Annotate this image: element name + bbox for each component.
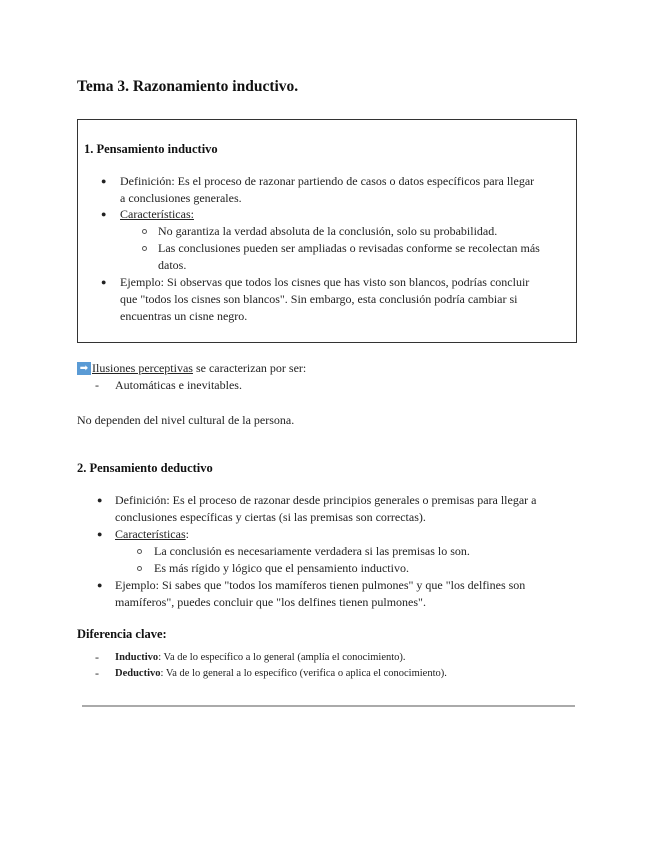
ilusiones-note: No dependen del nivel cultural de la persona. <box>77 413 295 427</box>
deductive-definition-line-2: conclusiones específicas y ciertas (si las premisas son correctas). <box>115 510 426 524</box>
inductive-example-line-2: que "todos los cisnes son blancos". Sin embargo, esta conclusión podría cambiar si <box>120 292 518 306</box>
circle-bullet-icon <box>142 229 147 234</box>
dash-marker: - <box>95 666 99 680</box>
circle-bullet-icon <box>137 549 142 554</box>
inductive-example-line-3: encuentras un cisne negro. <box>120 309 248 323</box>
dash-marker: - <box>95 378 99 392</box>
circle-bullet-icon <box>137 566 142 571</box>
page-title: Tema 3. Razonamiento inductivo. <box>77 78 299 95</box>
deductive-definition-line-1: Definición: Es el proceso de razonar desde principios generales o premisas para llegar a <box>115 493 537 507</box>
difference-item-deductive: Deductivo: Va de lo general a lo específico (verifica o aplica el conocimiento). <box>115 668 447 679</box>
bullet-icon: ● <box>101 176 107 186</box>
circle-bullet-icon <box>142 246 147 251</box>
difference-heading: Diferencia clave: <box>77 627 167 641</box>
inductive-box <box>77 119 577 343</box>
inductive-definition-line-1: Definición: Es el proceso de razonar partiendo de casos o datos específicos para llegar <box>120 174 535 188</box>
bullet-icon: ● <box>97 495 103 505</box>
dash-marker: - <box>95 650 99 664</box>
arrow-right-icon: ➡ <box>77 362 91 375</box>
ilusiones-link[interactable]: Ilusiones perceptivas <box>92 361 193 375</box>
deductive-characteristic-1: La conclusión es necesariamente verdadera si las premisas lo son. <box>154 544 470 558</box>
inductive-example-line-1: Ejemplo: Si observas que todos los cisnes que has visto son blancos, podrías concluir <box>120 275 530 289</box>
deductive-example-line-1: Ejemplo: Si sabes que "todos los mamíferos tienen pulmones" y que "los delfines son <box>115 578 526 592</box>
deductive-heading: 2. Pensamiento deductivo <box>77 461 213 475</box>
bullet-icon: ● <box>97 529 103 539</box>
inductive-characteristic-1: No garantiza la verdad absoluta de la conclusión, solo su probabilidad. <box>158 224 498 238</box>
ilusiones-line: Ilusiones perceptivas se caracterizan por ser: <box>92 361 307 375</box>
deductive-characteristics-label: Características: <box>115 527 189 541</box>
bullet-icon: ● <box>101 277 107 287</box>
inductive-characteristics-label: Características: <box>120 207 194 221</box>
deductive-example-line-2: mamíferos", puedes concluir que "los delfines tienen pulmones". <box>115 595 426 609</box>
inductive-definition-line-2: a conclusiones generales. <box>120 191 242 205</box>
difference-item-inductive: Inductivo: Va de lo específico a lo general (amplía el conocimiento). <box>115 652 406 663</box>
ilusiones-item: Automáticas e inevitables. <box>115 378 242 392</box>
inductive-characteristic-2-line-2: datos. <box>158 258 187 272</box>
horizontal-divider <box>82 705 575 707</box>
bullet-icon: ● <box>97 580 103 590</box>
inductive-heading: 1. Pensamiento inductivo <box>84 142 218 156</box>
bullet-icon: ● <box>101 209 107 219</box>
deductive-characteristic-2: Es más rígido y lógico que el pensamiento inductivo. <box>154 561 409 575</box>
inductive-characteristic-2-line-1: Las conclusiones pueden ser ampliadas o revisadas conforme se recolectan más <box>158 241 540 255</box>
